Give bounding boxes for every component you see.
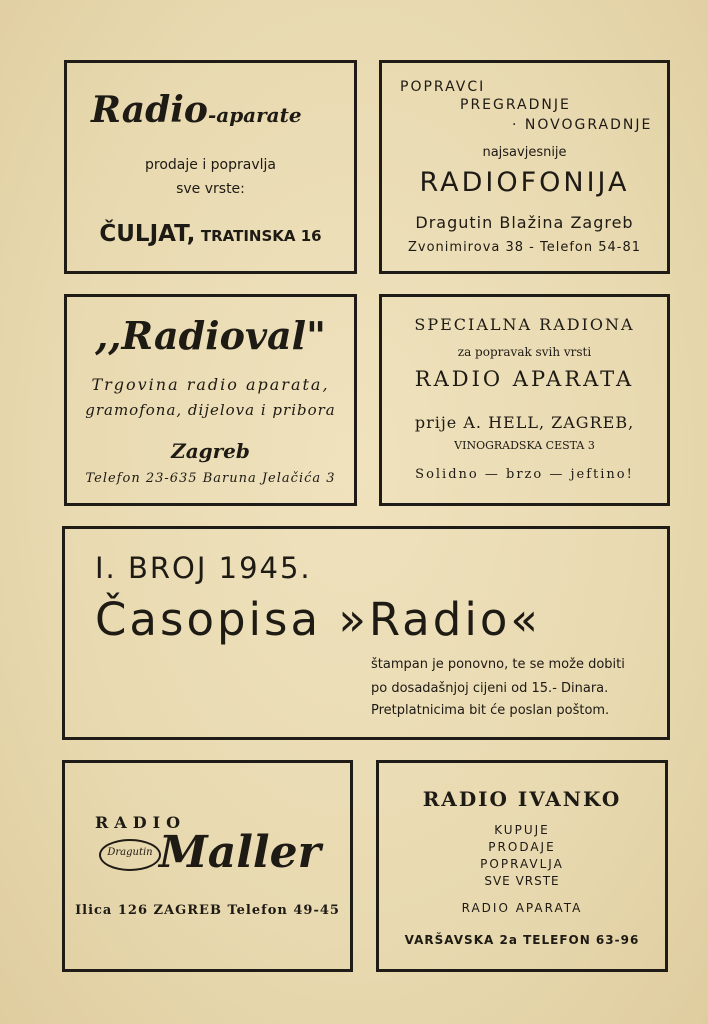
ad-ivanko-service-1: KUPUJE [494, 823, 550, 837]
service-2: PREGRADNJE [460, 97, 571, 113]
ad-casopis-radio [62, 526, 670, 740]
brand-suffix: -aparate [207, 103, 302, 127]
ad-casopis-text3: Pretplatnicima bit će poslan poštom. [371, 703, 610, 718]
ad-ivanko-address: VARŠAVSKA 2a TELEFON 63-96 [404, 933, 640, 947]
ad-radiofonija [379, 60, 670, 274]
ad-radiofonija-address: Zvonimirova 38 - Telefon 54-81 [408, 240, 641, 255]
ad-culjat [64, 60, 357, 274]
ad-ivanko-line: RADIO APARATA [461, 901, 583, 915]
ad-culjat-name: ČULJAT, [99, 221, 196, 247]
ad-hell-brand: RADIO APARATA [414, 367, 635, 391]
brand-radio: Radio [91, 89, 208, 131]
ad-maller-address: Ilica 126 ZAGREB Telefon 49-45 [75, 903, 340, 918]
ad-hell-owner: prije A. HELL, ZAGREB, [414, 413, 635, 432]
ad-culjat-brand [91, 89, 302, 131]
ad-casopis-text2: po dosadašnjoj cijeni od 15.- Dinara. [371, 681, 609, 696]
ad-casopis-issue: I. BROJ 1945. [95, 551, 312, 585]
ad-hell-address: VINOGRADSKA CESTA 3 [454, 439, 595, 452]
ad-hell-title: SPECIALNA RADIONA [414, 315, 635, 334]
ad-maller-brand: Maller [159, 827, 321, 878]
ad-maller-top: RADIO [95, 813, 187, 832]
ad-maller-first-name: Dragutin [107, 847, 153, 858]
ad-ivanko-service-3: POPRAVLJA [480, 857, 564, 871]
ad-maller [62, 760, 353, 972]
ad-radioval-city: Zagreb [171, 439, 250, 463]
ad-radioval-contact: Telefon 23-635 Baruna Jelačića 3 [85, 471, 336, 486]
ad-radiofonija-brand: RADIOFONIJA [419, 167, 630, 198]
ad-radioval-line2: gramofona, dijelova i pribora [85, 401, 336, 419]
ad-ivanko-service-4: SVE VRSTE [484, 874, 560, 888]
ad-culjat-address-line [67, 221, 354, 247]
ad-casopis-headline: Časopisa »Radio« [95, 593, 541, 646]
ad-radio-ivanko [376, 760, 668, 972]
ad-radiofonija-tagline: najsavjesnije [482, 145, 567, 160]
ad-casopis-text1: štampan je ponovno, te se može dobiti [371, 657, 625, 672]
service-3: · NOVOGRADNJE [512, 117, 653, 133]
ad-radioval-line1: Trgovina radio aparata, [91, 375, 330, 394]
ad-hell-slogan: Solidno — brzo — jeftino! [415, 467, 634, 482]
service-1: POPRAVCI [400, 79, 486, 95]
ad-specialna-radiona [379, 294, 670, 506]
ad-radioval [64, 294, 357, 506]
ad-hell-line1: za popravak svih vrsti [457, 345, 592, 359]
ad-ivanko-brand: RADIO IVANKO [422, 787, 622, 811]
ad-maller-first-name-oval [99, 839, 161, 871]
ad-ivanko-service-2: PRODAJE [488, 840, 556, 854]
ad-radiofonija-owner: Dragutin Blažina Zagreb [415, 213, 634, 232]
ad-culjat-line1: prodaje i popravlja [145, 157, 276, 173]
ad-culjat-address: TRATINSKA 16 [200, 227, 322, 245]
ad-culjat-line2: sve vrste: [176, 181, 245, 197]
ad-radioval-brand: ,,Radioval" [95, 313, 326, 358]
